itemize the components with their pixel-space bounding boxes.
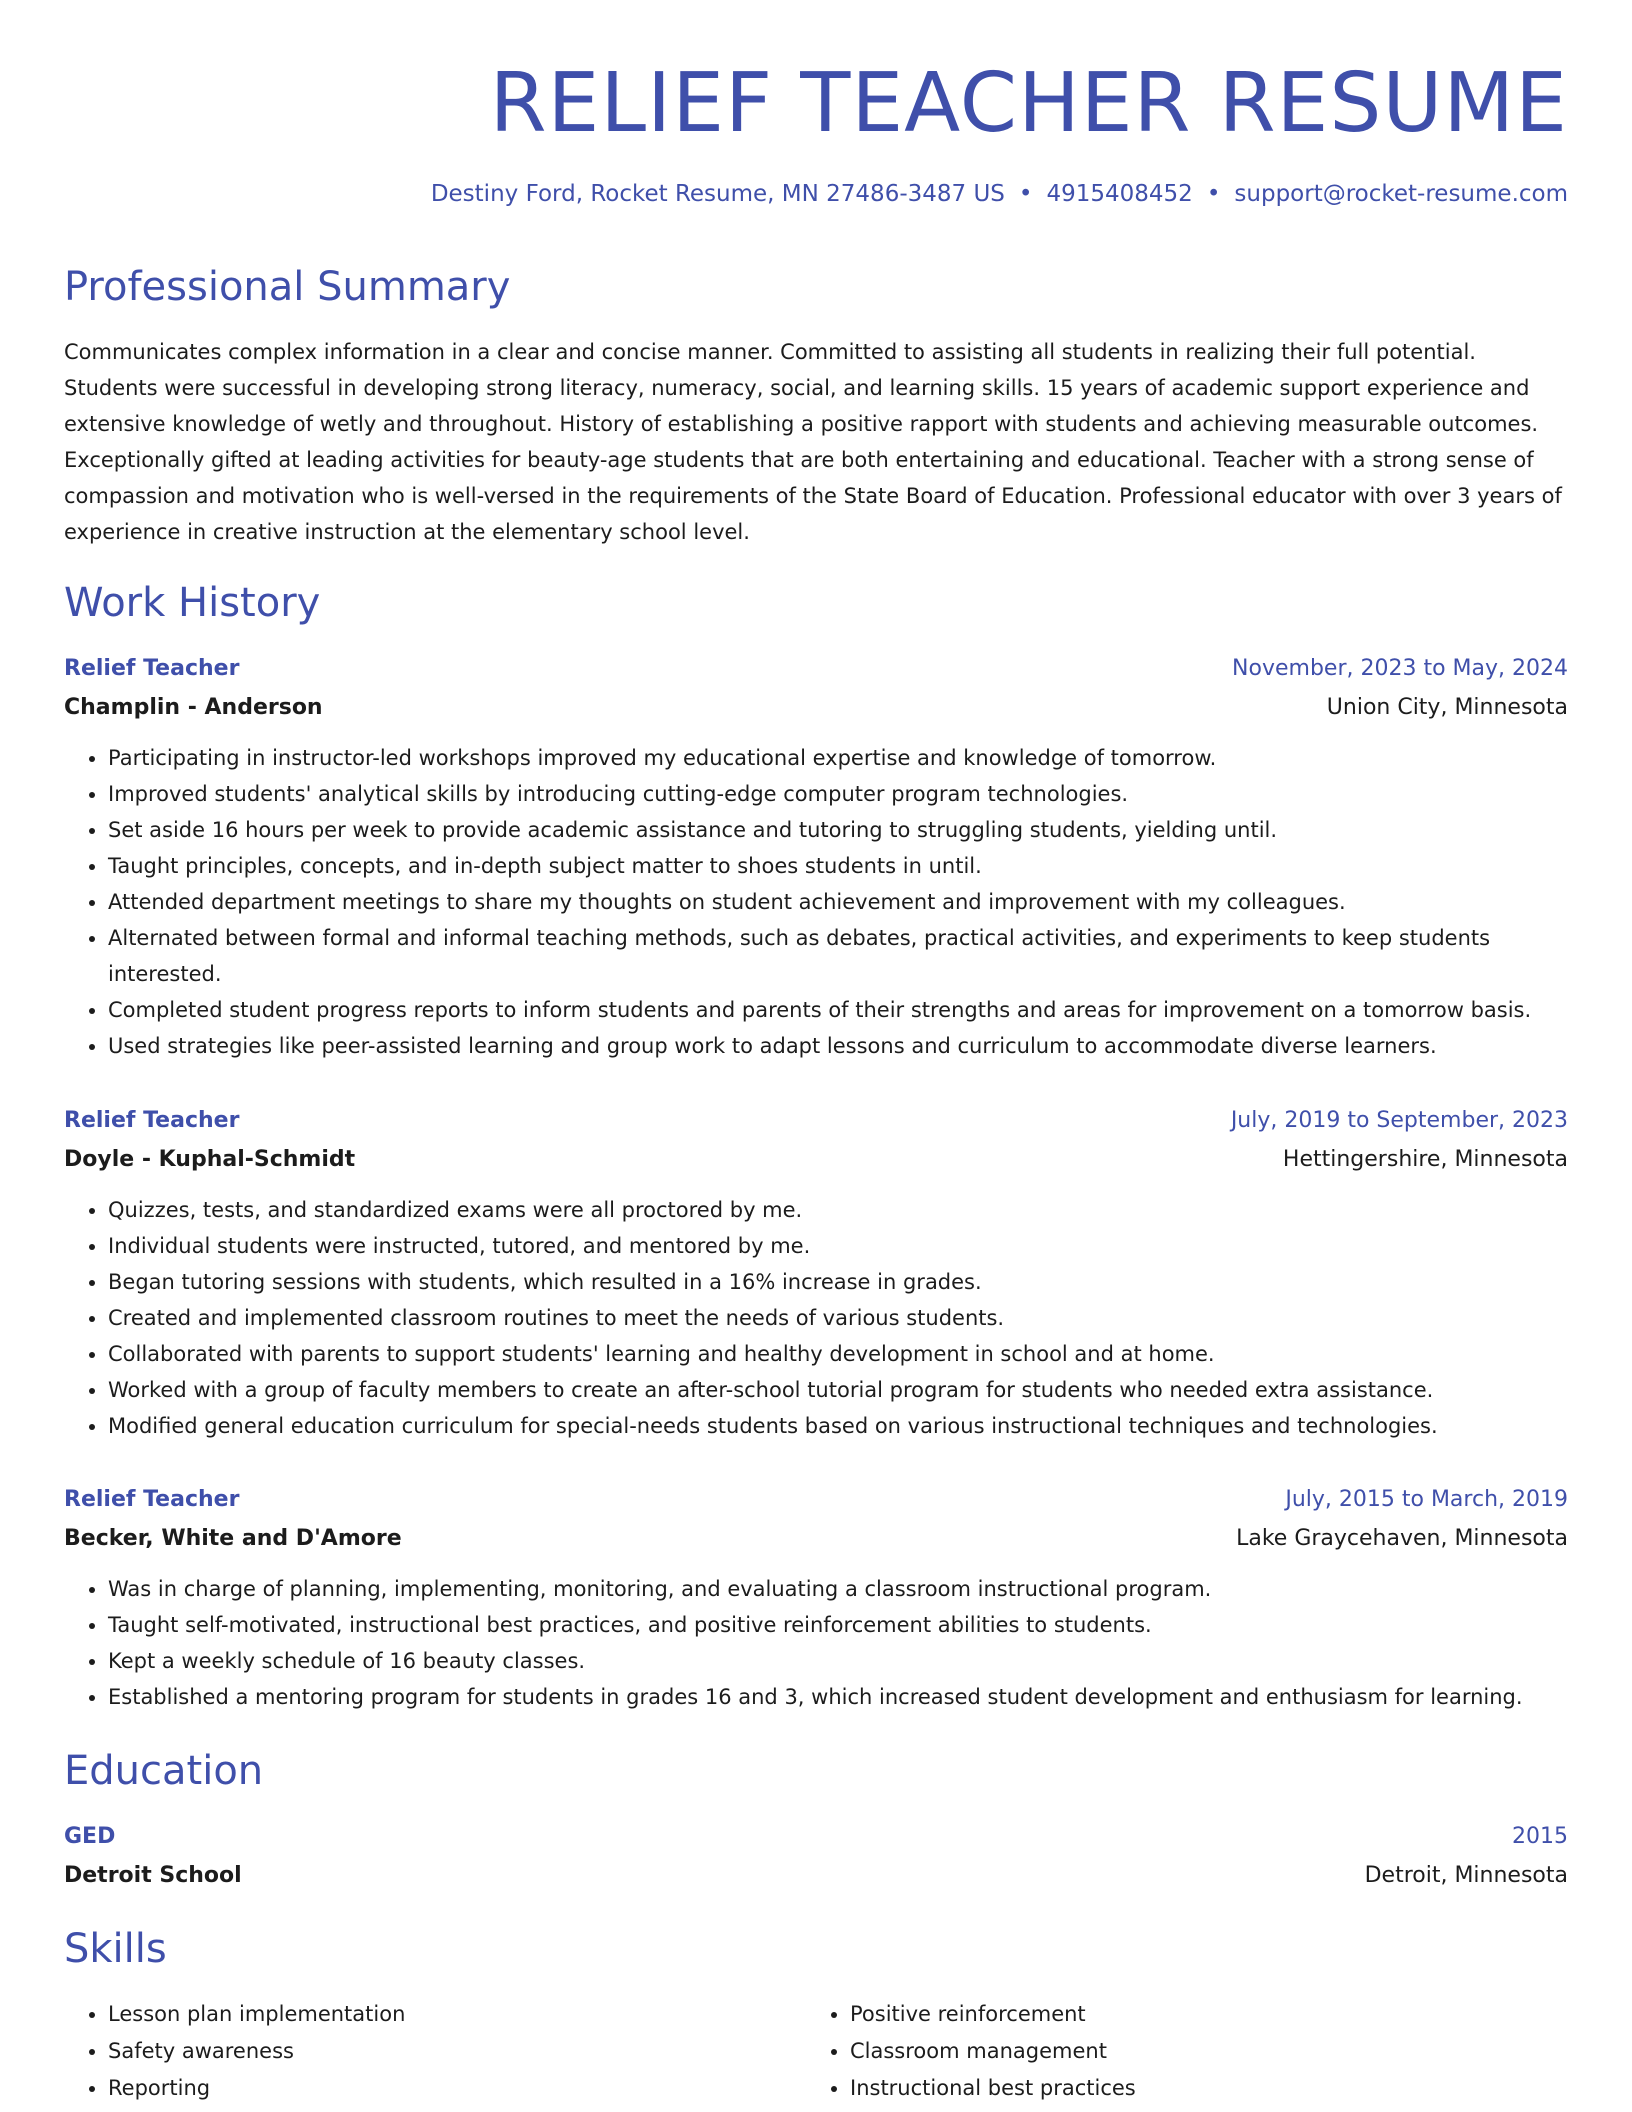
job-bullets	[64, 1571, 1568, 1715]
job-location: Hettingershire, Minnesota	[1282, 1147, 1568, 1172]
skill-item: • Instructional best practices	[850, 2070, 1548, 2107]
job-header	[64, 1481, 1568, 1559]
job-bullet: • Was in charge of planning, implementing, monitoring, and evaluating a classroom instructional program.	[108, 1571, 1568, 1607]
resume-title: RELIEF TEACHER RESUME	[489, 56, 1568, 151]
job-bullet: • Collaborated with parents to support students' learning and healthy development in school and at home.	[108, 1336, 1568, 1372]
skills-heading: Skills	[64, 1926, 167, 1972]
job-bullets	[64, 740, 1568, 1064]
job-header	[64, 1102, 1568, 1180]
summary-heading: Professional Summary	[64, 264, 511, 310]
job-location: Lake Graycehaven, Minnesota	[1236, 1526, 1568, 1551]
skill-item: • Safety awareness	[108, 2033, 806, 2070]
education-location: Detroit, Minnesota	[1364, 1863, 1568, 1888]
summary-text: Communicates complex information in a clear and concise manner. Committed to assisting all students in realizing their full potential. Students were successful in developing strong literacy, numeracy, social, and learning skills. 15 years of academic support experience and extensive knowledge of wetly and throughout. History of establishing a positive rapport with students and achieving measurable outcomes. Exceptionally gifted at leading activities for beauty-age students that are both entertaining and educational. Teacher with a strong sense of compassion and motivation who is well-versed in the requirements of the State Board of Education. Professional educator with over 3 years of experience in creative instruction at the elementary school level.	[64, 340, 1562, 544]
job-role: Relief Teacher	[64, 1108, 240, 1133]
contact-line	[431, 178, 1568, 210]
job-bullet: • Set aside 16 hours per week to provide academic assistance and tutoring to struggling students, yielding until.	[108, 812, 1568, 848]
job-dates: July, 2019 to September, 2023	[1230, 1108, 1568, 1133]
job-company: Champlin - Anderson	[64, 695, 323, 720]
job-bullet: • Used strategies like peer-assisted learning and group work to adapt lessons and curriculum to accommodate diverse learners.	[108, 1028, 1568, 1064]
job-bullet: • Participating in instructor-led workshops improved my educational expertise and knowledge of tomorrow.	[108, 740, 1568, 776]
job-bullet: • Alternated between formal and informal teaching methods, such as debates, practical activities, and experiments to keep students interested.	[108, 920, 1568, 992]
job-dates: November, 2023 to May, 2024	[1232, 656, 1568, 681]
job-bullet: • Created and implemented classroom routines to meet the needs of various students.	[108, 1300, 1568, 1336]
skills-list	[64, 1996, 1568, 2107]
skill-item: • Lesson plan implementation	[108, 1996, 806, 2033]
job-bullet: • Completed student progress reports to inform students and parents of their strengths and areas for improvement on a tomorrow basis.	[108, 992, 1568, 1028]
job-bullet: • Improved students' analytical skills by introducing cutting-edge computer program technologies.	[108, 776, 1568, 812]
skills-column-right	[806, 1996, 1548, 2107]
job-bullet: • Worked with a group of faculty members to create an after-school tutorial program for students who needed extra assistance.	[108, 1372, 1568, 1408]
work-history-heading: Work History	[64, 580, 321, 626]
job-role: Relief Teacher	[64, 1487, 240, 1512]
skill-item: • Classroom management	[850, 2033, 1548, 2070]
job-header	[64, 650, 1568, 728]
contact-address: Destiny Ford, Rocket Resume, MN 27486-3487 US	[430, 181, 1005, 207]
job-company: Doyle - Kuphal-Schmidt	[64, 1147, 356, 1172]
job-bullet: • Kept a weekly schedule of 16 beauty classes.	[108, 1643, 1568, 1679]
job-company: Becker, White and D'Amore	[64, 1526, 402, 1551]
job-bullet: • Taught principles, concepts, and in-depth subject matter to shoes students in until.	[108, 848, 1568, 884]
skills-column-left	[64, 1996, 806, 2107]
job-location: Union City, Minnesota	[1326, 695, 1568, 720]
education-degree: GED	[64, 1824, 116, 1849]
job-role: Relief Teacher	[64, 656, 240, 681]
job-bullet: • Began tutoring sessions with students, which resulted in a 16% increase in grades.	[108, 1264, 1568, 1300]
job-bullet: • Attended department meetings to share my thoughts on student achievement and improvement with my colleagues.	[108, 884, 1568, 920]
job-dates: July, 2015 to March, 2019	[1285, 1487, 1568, 1512]
job-bullet: • Modified general education curriculum for special-needs students based on various instructional techniques and technologies.	[108, 1408, 1568, 1444]
education-school: Detroit School	[64, 1863, 242, 1888]
skill-item: • Reporting	[108, 2070, 806, 2107]
contact-separator: •	[1018, 181, 1033, 207]
education-year: 2015	[1512, 1824, 1568, 1849]
contact-email[interactable]: support@rocket-resume.com	[1234, 181, 1568, 207]
job-bullets	[64, 1192, 1568, 1444]
job-bullet: • Established a mentoring program for students in grades 16 and 3, which increased student development and enthusiasm for learning.	[108, 1679, 1568, 1715]
education-entry	[64, 1818, 1568, 1896]
education-heading: Education	[64, 1748, 264, 1794]
skill-item: • Positive reinforcement	[850, 1996, 1548, 2033]
contact-separator: •	[1206, 181, 1221, 207]
job-bullet: • Quizzes, tests, and standardized exams were all proctored by me.	[108, 1192, 1568, 1228]
job-bullet: • Individual students were instructed, tutored, and mentored by me.	[108, 1228, 1568, 1264]
job-bullet: • Taught self-motivated, instructional best practices, and positive reinforcement abilities to students.	[108, 1607, 1568, 1643]
contact-phone: 4915408452	[1046, 181, 1193, 207]
